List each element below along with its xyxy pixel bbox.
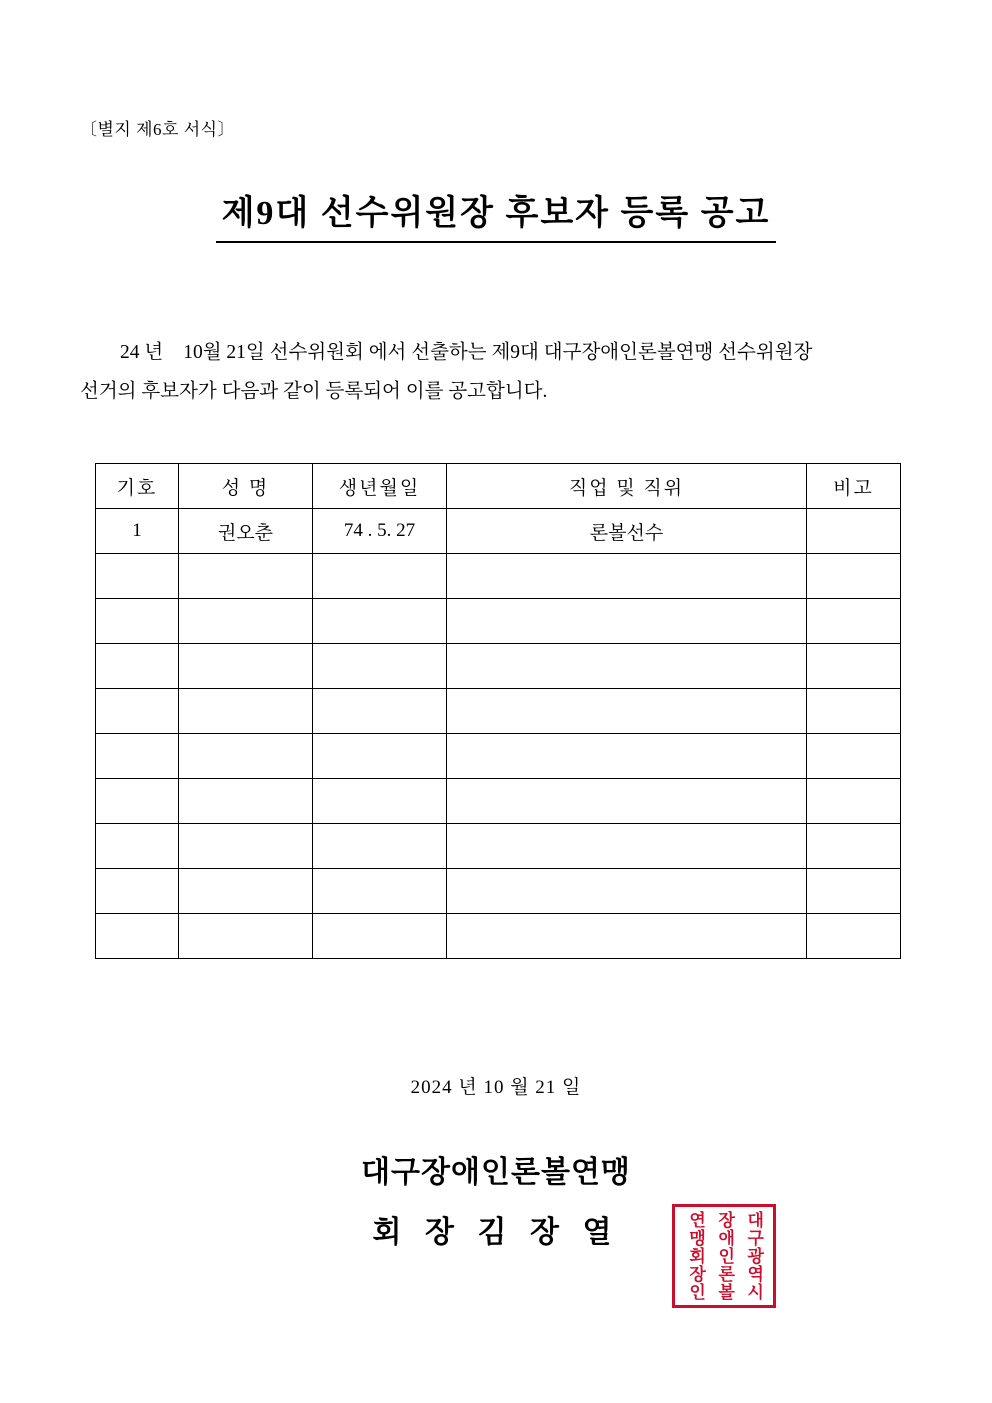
cell-occupation: 론볼선수 — [447, 509, 807, 554]
cell-name — [179, 554, 313, 599]
table-row — [96, 599, 901, 644]
cell-remarks — [807, 914, 901, 959]
form-code-label: 〔별지 제6호 서식〕 — [80, 120, 236, 139]
cell-occupation — [447, 599, 807, 644]
cell-birthdate — [313, 599, 447, 644]
cell-occupation — [447, 914, 807, 959]
table-row — [96, 914, 901, 959]
cell-remarks — [807, 824, 901, 869]
cell-occupation — [447, 689, 807, 734]
cell-occupation — [447, 554, 807, 599]
cell-occupation — [447, 869, 807, 914]
column-header-number: 기호 — [96, 464, 179, 509]
cell-birthdate — [313, 644, 447, 689]
page-title-text: 제9대 선수위원장 후보자 등록 공고 — [216, 193, 777, 243]
cell-remarks — [807, 599, 901, 644]
official-seal-stamp — [672, 1204, 776, 1308]
body-part-3: 선거의 후보자가 다음과 같이 등록되어 이를 공고합니다. — [80, 381, 548, 402]
cell-name — [179, 869, 313, 914]
table-row — [96, 554, 901, 599]
cell-remarks — [807, 644, 901, 689]
cell-birthdate — [313, 869, 447, 914]
cell-number — [96, 599, 179, 644]
cell-remarks — [807, 869, 901, 914]
table-row — [96, 824, 901, 869]
cell-number — [96, 824, 179, 869]
body-part-2: 10월 21일 선수위원회 에서 선출하는 제9대 대구장애인론볼연맹 선수위원장 — [183, 342, 813, 363]
cell-number — [96, 689, 179, 734]
representative-name: 회 장 김 장 열 — [372, 1216, 620, 1249]
cell-remarks — [807, 779, 901, 824]
cell-name — [179, 914, 313, 959]
cell-birthdate — [313, 689, 447, 734]
body-part-1: 24 년 — [120, 342, 164, 363]
cell-birthdate — [313, 554, 447, 599]
cell-name — [179, 734, 313, 779]
cell-name — [179, 689, 313, 734]
cell-number — [96, 914, 179, 959]
cell-name — [179, 644, 313, 689]
cell-remarks — [807, 734, 901, 779]
cell-name: 권오춘 — [179, 509, 313, 554]
table-row — [96, 644, 901, 689]
issue-date: 2024 년 10 월 21 일 — [410, 1077, 582, 1098]
table-row — [96, 779, 901, 824]
cell-occupation — [447, 734, 807, 779]
cell-remarks — [807, 689, 901, 734]
table-row — [96, 509, 901, 554]
cell-number — [96, 644, 179, 689]
cell-occupation — [447, 824, 807, 869]
cell-birthdate: 74 . 5. 27 — [313, 509, 447, 554]
candidate-table — [95, 463, 901, 959]
table-header-row — [96, 464, 901, 509]
cell-number: 1 — [96, 509, 179, 554]
column-header-birthdate: 생년월일 — [313, 464, 447, 509]
seal-text-column-2: 장애인론볼 — [714, 1211, 735, 1301]
cell-name — [179, 824, 313, 869]
cell-birthdate — [313, 914, 447, 959]
cell-remarks — [807, 554, 901, 599]
table-row — [96, 869, 901, 914]
page-title — [0, 193, 992, 243]
organization-name: 대구장애인론볼연맹 — [361, 1156, 631, 1189]
cell-number — [96, 734, 179, 779]
table-row — [96, 689, 901, 734]
cell-occupation — [447, 779, 807, 824]
cell-birthdate — [313, 734, 447, 779]
cell-number — [96, 869, 179, 914]
table-row — [96, 734, 901, 779]
cell-remarks — [807, 509, 901, 554]
cell-birthdate — [313, 779, 447, 824]
column-header-remarks: 비고 — [807, 464, 901, 509]
cell-name — [179, 599, 313, 644]
seal-text-column-3: 연맹회장인 — [685, 1211, 706, 1301]
cell-number — [96, 779, 179, 824]
cell-number — [96, 554, 179, 599]
announcement-body — [80, 333, 916, 411]
cell-name — [179, 779, 313, 824]
cell-birthdate — [313, 824, 447, 869]
column-header-occupation: 직업 및 직위 — [447, 464, 807, 509]
column-header-name: 성 명 — [179, 464, 313, 509]
seal-text-column-1: 대구광역시 — [743, 1211, 764, 1301]
cell-occupation — [447, 644, 807, 689]
signature-block — [0, 1150, 992, 1257]
